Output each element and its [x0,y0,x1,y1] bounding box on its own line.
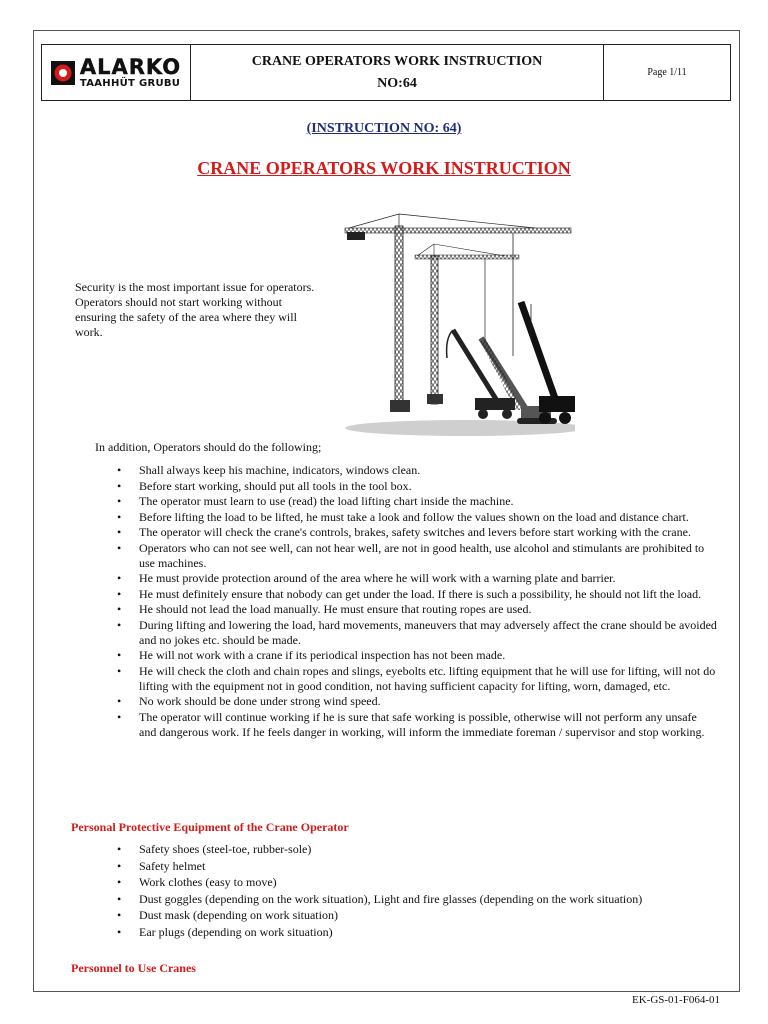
personnel-heading: Personnel to Use Cranes [71,961,196,975]
ppe-list [117,842,717,941]
logo-name: ALARKO [79,54,182,79]
header-page-cell [604,45,730,100]
document-code: EK-GS-01-F064-01 [632,994,720,1006]
list-item: • Safety shoes (steel-toe, rubber-sole) [117,842,717,857]
list-item: • He must provide protection around of the area where he will work with a warning plate and barrier. [117,571,717,586]
list-item: • He will check the cloth and chain ropes and slings, eyebolts etc. lifting equipment that he will use for lifting, will not do lifting with the equipment not in good condition, not having sufficient capacity for lifting, worn, damaged, etc. [117,664,717,694]
header-title-cell [191,45,604,100]
header-title: CRANE OPERATORS WORK INSTRUCTION [251,53,543,69]
list-item: • Before lifting the load to be lifted, he must take a look and follow the values shown on the load and distance chart. [117,510,717,525]
list-item: • The operator will check the crane's controls, brakes, safety switches and levers before start working with the crane. [117,525,717,540]
cranes-illustration [335,208,575,436]
list-item: • No work should be done under strong wind speed. [117,694,717,709]
list-item: • Operators who can not see well, can not hear well, are not in good health, use alcohol and stimulants are prohibited to use machines. [117,541,717,571]
instruction-number: (INSTRUCTION NO: 64) [306,121,462,136]
list-item: • Safety helmet [117,859,717,874]
list-item: • Shall always keep his machine, indicators, windows clean. [117,463,717,478]
list-item: • Work clothes (easy to move) [117,875,717,890]
list-item: • During lifting and lowering the load, hard movements, maneuvers that may adversely affect the crane should be avoided and no jokes etc. should be made. [117,618,717,648]
truck-crane-icon [521,302,575,424]
tower-crane-large-icon [345,214,571,412]
list-item: • He must definitely ensure that nobody can get under the load. If there is such a possibility, he should not lift the load. [117,587,717,602]
logo-mark-icon [51,61,75,85]
ppe-heading: Personal Protective Equipment of the Crane Operator [71,820,349,834]
list-item: • Ear plugs (depending on work situation) [117,925,717,940]
header-number: NO:64 [377,75,417,91]
intro-paragraph: Operators should not start working without ensuring the safety of the area where they will work. [75,295,297,339]
list-item: • Dust mask (depending on work situation) [117,908,717,923]
list-item: • The operator must learn to use (read) the load lifting chart inside the machine. [117,494,717,509]
logo-cell [42,45,191,100]
intro-text [75,280,325,340]
document-title: CRANE OPERATORS WORK INSTRUCTION [197,158,571,178]
list-item: • The operator will continue working if he is sure that safe working is possible, otherwise will not perform any unsafe and dangerous work. If he feels danger in working, will inform the immediate foreman / supervisor and stop working. [117,710,717,740]
document-header [41,44,731,101]
list-item: • He should not lead the load manually. He must ensure that routing ropes are used. [117,602,717,617]
page-number: Page 1/11 [647,67,687,78]
logo-subtitle: TAAHHÜT GRUBU [79,77,181,89]
operator-rules-list [117,463,717,740]
lead-text: In addition, Operators should do the following; [95,440,322,454]
intro-paragraph: Security is the most important issue for operators. [75,280,315,294]
list-item: • Before start working, should put all tools in the tool box. [117,479,717,494]
list-item: • He will not work with a crane if its periodical inspection has not been made. [117,648,717,663]
list-item: • Dust goggles (depending on the work situation), Light and fire glasses (depending on the work situation) [117,892,717,907]
company-logo [51,54,182,89]
